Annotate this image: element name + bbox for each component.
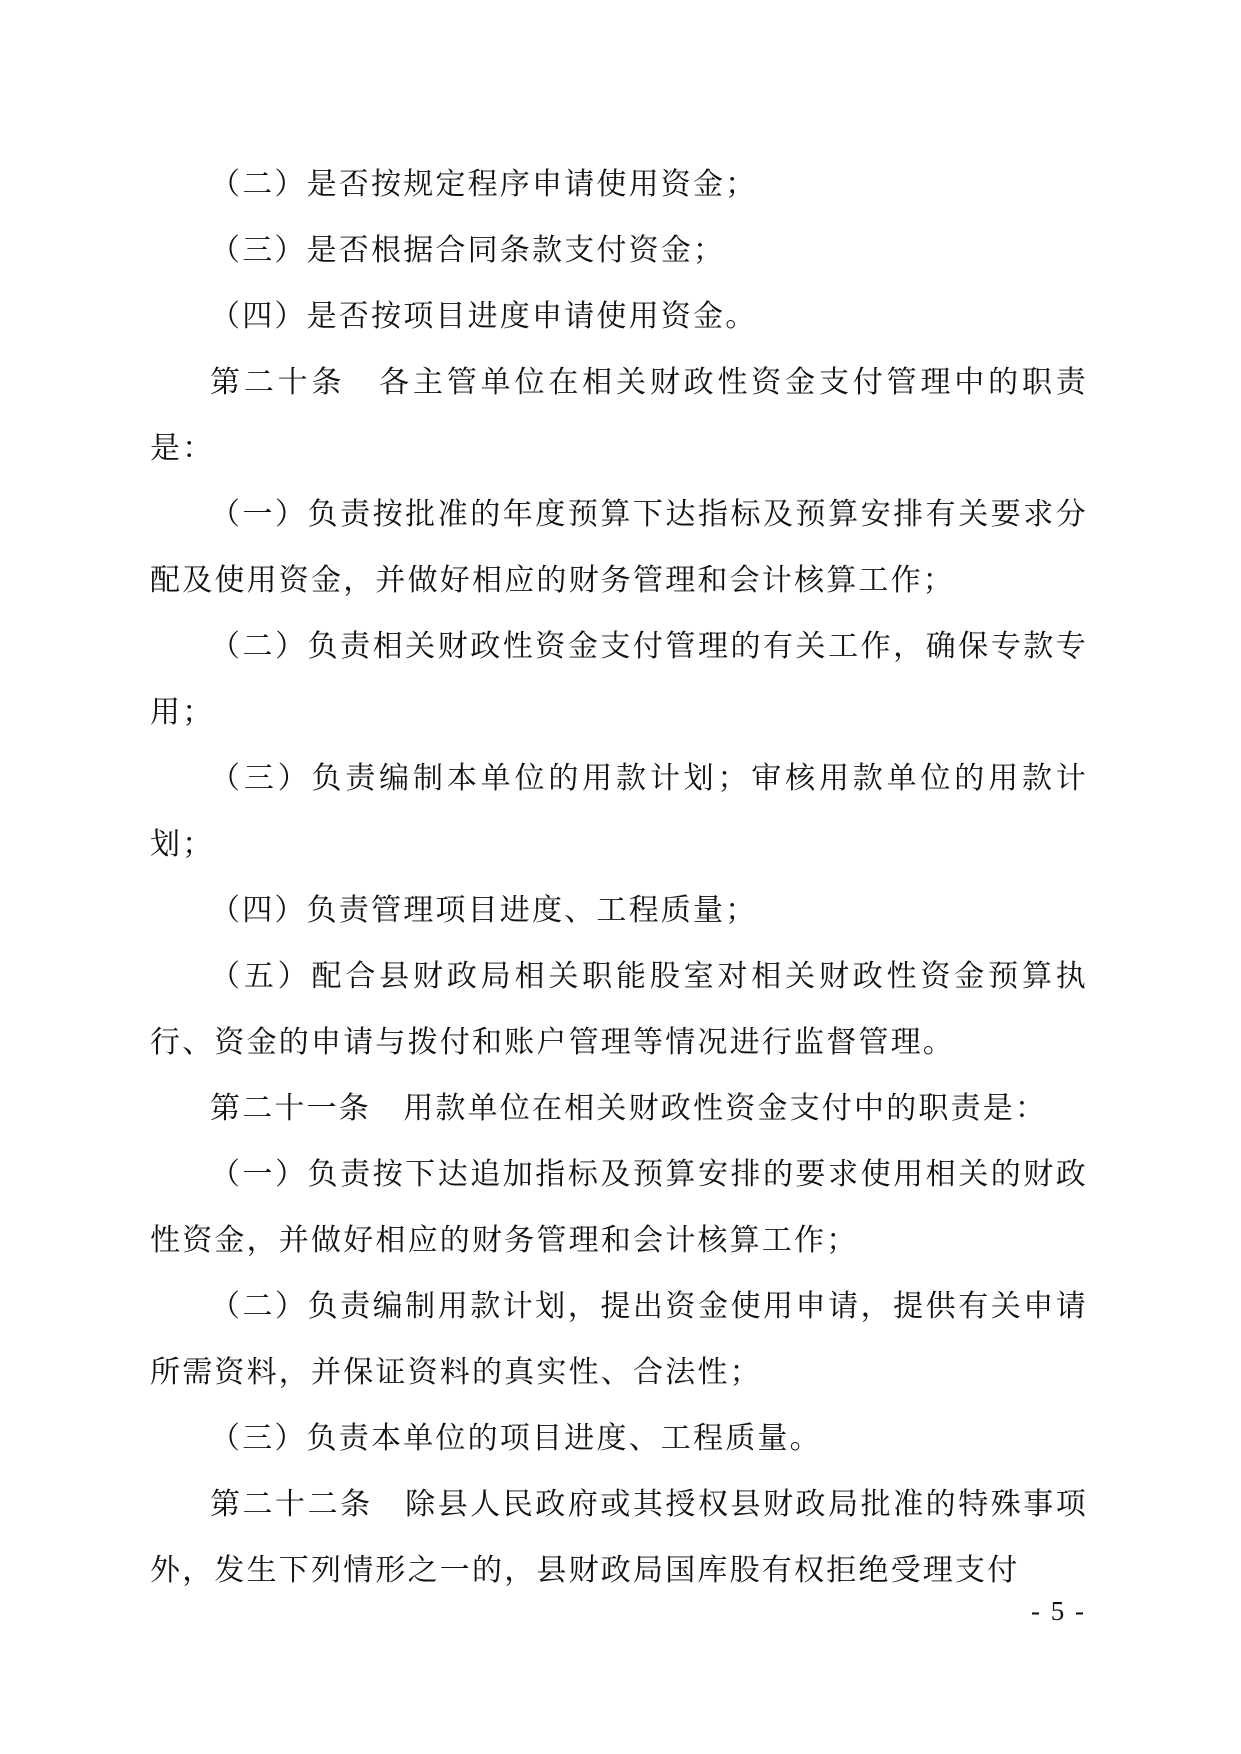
article-20-heading: 第二十条 各主管单位在相关财政性资金支付管理中的职责是：: [150, 365, 1088, 466]
article-20-item-5: （五）配合县财政局相关职能股室对相关财政性资金预算执行、资金的申请与拨付和账户管理等情况进行监督管理。: [150, 959, 1088, 1060]
paragraph-item-2-procedure: （二）是否按规定程序申请使用资金；: [210, 167, 758, 202]
document-body: [150, 152, 1088, 1604]
article-20-item-1: （一）负责按批准的年度预算下达指标及预算安排有关要求分配及使用资金，并做好相应的财务管理和会计核算工作；: [150, 497, 1088, 598]
article-22-heading: 第二十二条 除县人民政府或其授权县财政局批准的特殊事项外，发生下列情形之一的，县财政局国库股有权拒绝受理支付: [150, 1487, 1088, 1588]
article-21-item-2: （二）负责编制用款计划，提出资金使用申请，提供有关申请所需资料，并保证资料的真实性、合法性；: [150, 1289, 1088, 1390]
paragraph-item-4-progress: （四）是否按项目进度申请使用资金。: [210, 299, 758, 334]
page-number: - 5 -: [1031, 1596, 1086, 1626]
article-21-item-3: （三）负责本单位的项目进度、工程质量。: [210, 1421, 822, 1456]
article-20-item-3: （三）负责编制本单位的用款计划；审核用款单位的用款计划；: [150, 761, 1088, 862]
article-21-heading: 第二十一条 用款单位在相关财政性资金支付中的职责是：: [210, 1091, 1048, 1126]
paragraph-item-3-contract: （三）是否根据合同条款支付资金；: [210, 233, 726, 268]
article-20-item-2: （二）负责相关财政性资金支付管理的有关工作，确保专款专用；: [150, 629, 1088, 730]
article-21-item-1: （一）负责按下达追加指标及预算安排的要求使用相关的财政性资金，并做好相应的财务管理和会计核算工作；: [150, 1157, 1088, 1258]
article-20-item-4: （四）负责管理项目进度、工程质量；: [210, 893, 758, 928]
